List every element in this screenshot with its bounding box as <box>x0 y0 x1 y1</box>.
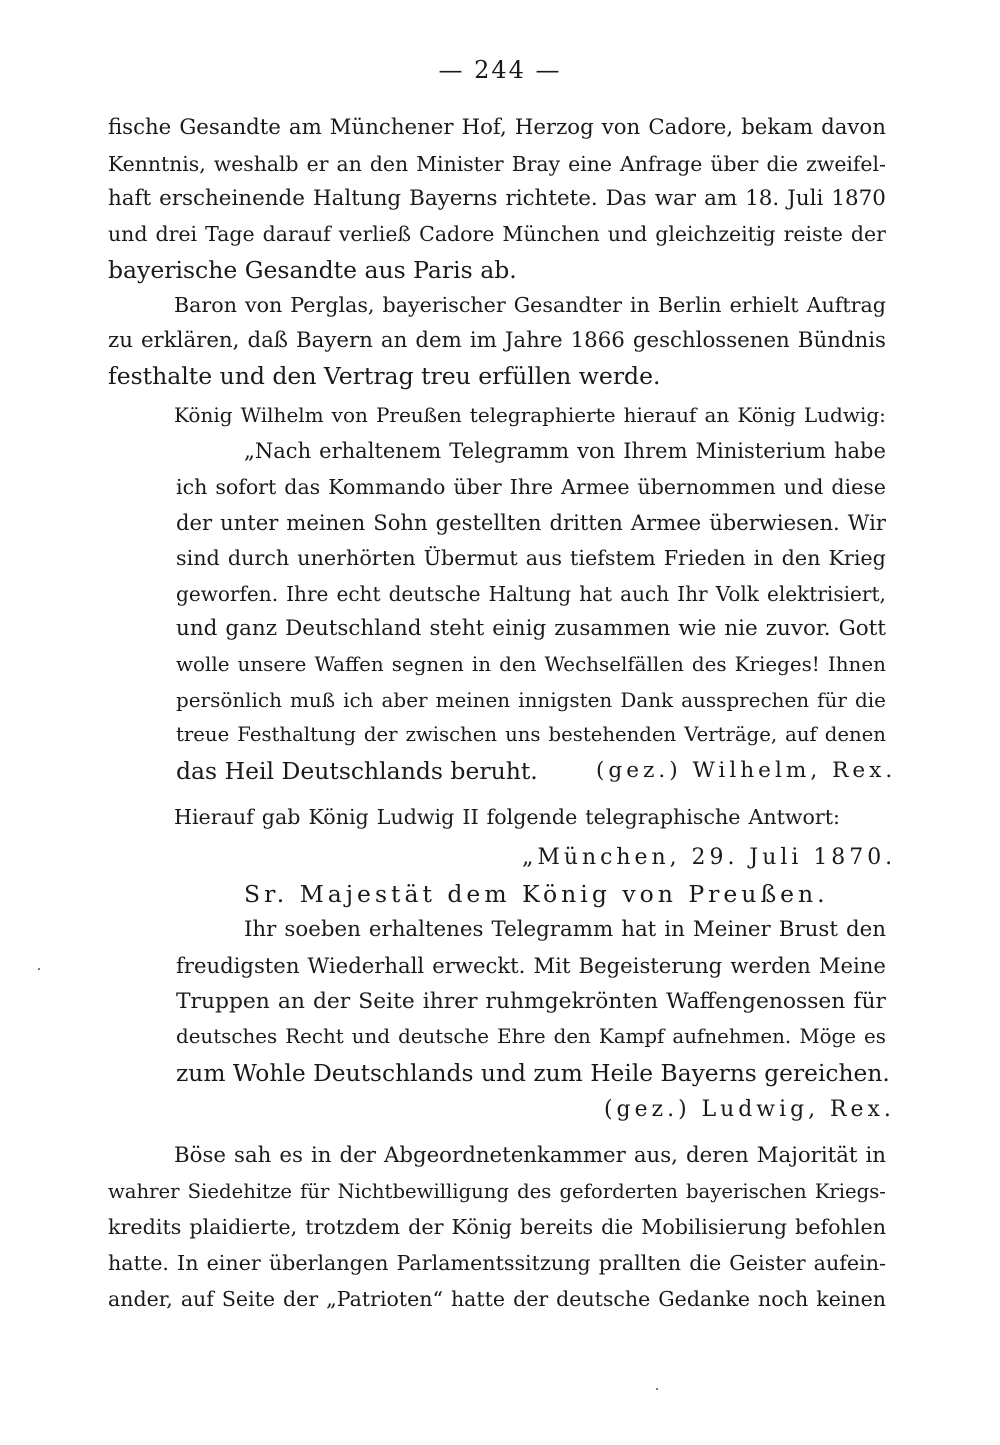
text-line: das Heil Deutschlands beruht. <box>176 757 538 785</box>
signature-wilhelm: (gez.) Wilhelm, Rex. <box>596 758 897 783</box>
text-line: Ihr soeben erhaltenes Telegramm hat in Meiner Brust den <box>244 917 886 942</box>
text-line: ander, auf Seite der „Patrioten“ hatte der deutsche Gedanke noch keinen <box>108 1287 886 1311</box>
text-line: ich sofort das Kommando über Ihre Armee übernommen und diese <box>176 475 886 499</box>
text-line: hatte. In einer überlangen Parlamentssitzung prallten die Geister aufein- <box>108 1251 886 1275</box>
text-line: fische Gesandte am Münchener Hof, Herzog von Cadore, bekam davon <box>108 115 886 140</box>
page-number: — 244 — <box>438 56 562 84</box>
scan-speck <box>656 1388 658 1390</box>
text-line: Baron von Perglas, bayerischer Gesandter in Berlin erhielt Auftrag <box>174 293 886 317</box>
text-line: und drei Tage darauf verließ Cadore München und gleichzeitig reiste der <box>108 222 886 246</box>
text-line: „Nach erhaltenem Telegramm von Ihrem Ministerium habe <box>244 438 886 463</box>
telegram-dateline: „München, 29. Juli 1870. <box>522 845 897 870</box>
text-line: Truppen an der Seite ihrer ruhmgekrönten Waffengenossen für <box>176 989 886 1014</box>
text-line: persönlich muß ich aber meinen innigsten Dank aussprechen für die <box>176 688 886 712</box>
text-line: Böse sah es in der Abgeordnetenkammer aus, deren Majorität in <box>174 1143 886 1168</box>
text-line: zum Wohle Deutschlands und zum Heile Bayerns gereichen. <box>176 1059 890 1087</box>
text-line: Hierauf gab König Ludwig II folgende telegraphische Antwort: <box>174 805 840 829</box>
text-line: haft erscheinende Haltung Bayerns richtete. Das war am 18. Juli 1870 <box>108 186 886 211</box>
text-line: freudigsten Wiederhall erweckt. Mit Begeisterung werden Meine <box>176 953 886 978</box>
text-line: König Wilhelm von Preußen telegraphierte hierauf an König Ludwig: <box>174 403 886 427</box>
text-line: Kenntnis, weshalb er an den Minister Bray eine Anfrage über die zweifel- <box>108 152 886 176</box>
scan-speck <box>38 968 40 970</box>
text-line: wahrer Siedehitze für Nichtbewilligung des geforderten bayerischen Kriegs- <box>108 1180 886 1203</box>
text-line: und ganz Deutschland steht einig zusammen wie nie zuvor. Gott <box>176 616 886 641</box>
text-line: geworfen. Ihre echt deutsche Haltung hat auch Ihr Volk elektrisiert, <box>176 582 886 606</box>
text-line: der unter meinen Sohn gestellten dritten Armee überwiesen. Wir <box>176 510 886 535</box>
text-line: treue Festhaltung der zwischen uns bestehenden Verträge, auf denen <box>176 723 886 746</box>
text-line: bayerische Gesandte aus Paris ab. <box>108 256 517 284</box>
text-line: wolle unsere Waffen segnen in den Wechselfällen des Krieges! Ihnen <box>176 653 886 676</box>
text-line: deutsches Recht und deutsche Ehre den Kampf aufnehmen. Möge es <box>176 1025 886 1048</box>
text-line: festhalte und den Vertrag treu erfüllen werde. <box>108 362 661 390</box>
text-line: zu erklären, daß Bayern an dem im Jahre 1866 geschlossenen Bündnis <box>108 328 886 353</box>
text-line: sind durch unerhörten Übermut aus tiefstem Frieden in den Krieg <box>176 546 886 570</box>
text-line: kredits plaidierte, trotzdem der König bereits die Mobilisierung befohlen <box>108 1215 886 1239</box>
telegram-address: Sr. Majestät dem König von Preußen. <box>244 880 829 908</box>
signature-ludwig: (gez.) Ludwig, Rex. <box>604 1097 895 1122</box>
